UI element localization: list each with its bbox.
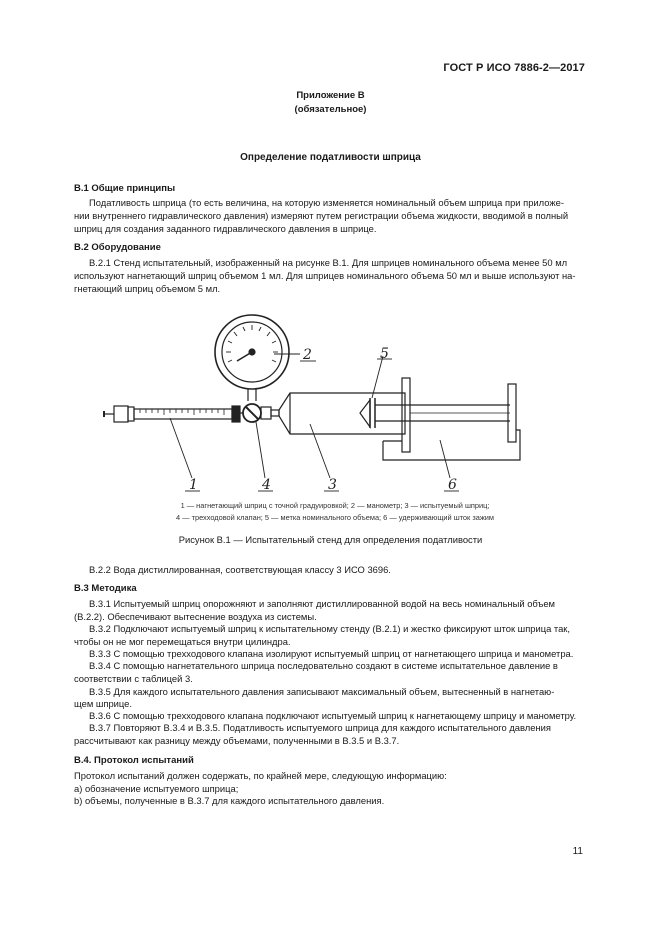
figure-legend-line-1: 1 — нагнетающий шприц с точной градуировкой; 2 — манометр; 3 — испытуемый шприц; [180, 501, 490, 510]
paragraph-line: В.3.7 Повторяют В.3.4 и В.3.5. Податливость испытуемого шприца для каждого испытательного давления [89, 722, 551, 733]
paragraph-line: В.3.6 С помощью трехходового клапана подключают испытуемый шприц к нагнетающему шприцу и манометру. [89, 710, 577, 721]
paragraph-line: В.3.4 С помощью нагнетательного шприца последовательно создают в системе испытательное давление в [89, 660, 558, 671]
paragraph-line: b) объемы, полученные в В.3.7 для каждого испытательного давления. [74, 795, 385, 806]
paragraph-line: В.2.1 Стенд испытательный, изображенный на рисунке В.1. Для шприцев номинального объема менее 50 мл [89, 257, 568, 268]
paragraph-line: В.3.3 С помощью трехходового клапана изолируют испытуемый шприц от нагнетающего шприца и манометра. [89, 648, 574, 659]
paragraph-line: нии внутреннего гидравлического давления) измеряют путем регистрации объема жидкости, вводимой в полный [74, 210, 569, 221]
injecting-syringe-plunger-flange [114, 406, 128, 422]
paragraph-line: щем шприце. [74, 698, 133, 709]
paragraph-line: чтобы он не мог перемещаться внутри цилиндра. [74, 636, 291, 647]
figure-caption: Рисунок В.1 — Испытательный стенд для определения податливости [178, 534, 483, 545]
page-number: 11 [572, 846, 583, 857]
section-heading-b2: В.2 Оборудование [74, 242, 161, 253]
figure-label-1: 1 [189, 477, 198, 493]
paragraph-line: используют нагнетающий шприц объемом 1 мл. Для шприцев номинального объема 50 мл и выше используют на- [74, 270, 576, 281]
paragraph-line: В.3.1 Испытуемый шприц опорожняют и заполняют дистиллированной водой на весь номинальный объем [89, 598, 556, 609]
figure-label-5: 5 [380, 346, 389, 362]
injecting-syringe-barrel [134, 409, 232, 419]
paragraph-line: соответствии с таблицей 3. [74, 673, 193, 684]
tested-syringe-flange [402, 378, 410, 452]
figure-label-4: 4 [262, 477, 271, 493]
paragraph-line: Податливость шприца (то есть величина, на которую изменяется номинальный объем шприца при приложе- [89, 197, 564, 208]
annex-status: (обязательное) [294, 104, 367, 115]
paragraph-line: (В.2.2). Обеспечивают вытеснение воздуха из системы. [74, 611, 317, 622]
section-heading-b1: В.1 Общие принципы [74, 183, 176, 194]
paragraph-line: шприц для создания заданного гидравлического давления в шприце. [74, 223, 377, 234]
figure-label-2: 2 [303, 347, 312, 363]
section-heading-b3: В.3 Методика [74, 583, 137, 594]
paragraph-line: рассчитывают как разницу между объемами, полученными в В.3.5 и В.3.7. [74, 735, 400, 746]
manometer-ticks [226, 325, 278, 362]
paragraph-line: гнетающий шприц объемом 5 мл. [74, 283, 221, 294]
figure-label-6: 6 [448, 477, 457, 493]
manometer-pivot [249, 349, 255, 355]
figure-label-3: 3 [328, 477, 337, 493]
document-title: Определение податливости шприца [240, 152, 421, 163]
standard-header: ГОСТ Р ИСО 7886-2—2017 [443, 62, 585, 74]
figure-legend-line-2: 4 — трехходовой клапан; 5 — метка номинального объема; 6 — удерживающий шток зажим [175, 513, 494, 522]
paragraph-line: В.3.2 Подключают испытуемый шприц к испытательному стенду (В.2.1) и жестко фиксируют шток шприца так, [89, 623, 571, 634]
tested-syringe-barrel [279, 393, 405, 434]
paragraph-line: Протокол испытаний должен содержать, по крайней мере, следующую информацию: [74, 770, 447, 781]
paragraph-line: В.2.2 Вода дистиллированная, соответствующая классу 3 ИСО 3696. [89, 564, 391, 575]
section-heading-b4: В.4. Протокол испытаний [74, 755, 194, 766]
paragraph-line: В.3.5 Для каждого испытательного давления записывают максимальный объем, вытесненный в нагнетаю- [89, 686, 555, 697]
annex-title: Приложение В [296, 90, 365, 101]
paragraph-line: а) обозначение испытуемого шприца; [74, 783, 239, 794]
injecting-syringe-graduation [140, 409, 224, 415]
